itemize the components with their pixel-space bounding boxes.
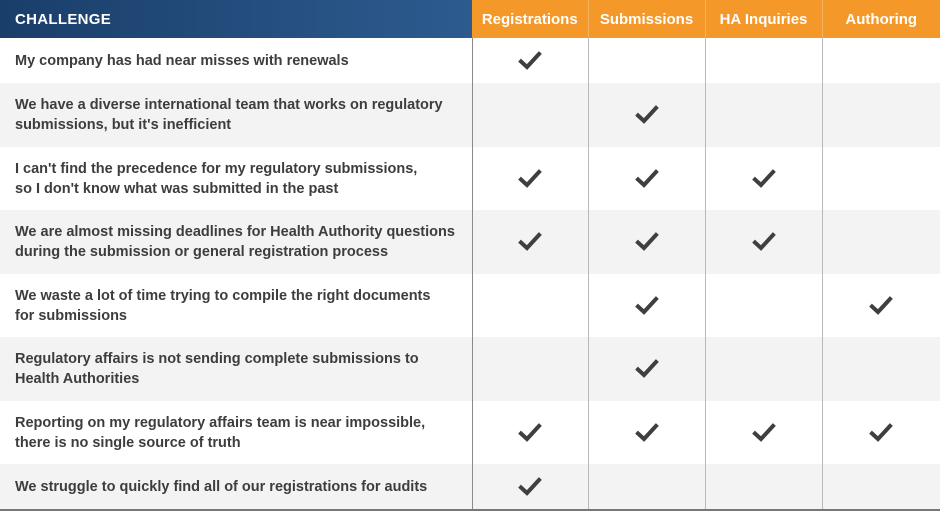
table-body: [0, 38, 940, 509]
mark-cell: [822, 147, 940, 210]
header-row: [0, 0, 940, 38]
checkmark-icon: [635, 359, 659, 379]
mark-cell: [705, 83, 822, 147]
checkmark-icon: [635, 232, 659, 252]
mark-cell: [588, 274, 705, 337]
registrations-column-header: Registrations: [472, 0, 588, 38]
mark-cell: [472, 401, 588, 464]
mark-cell: [705, 147, 822, 210]
checkmark-icon: [869, 296, 893, 316]
mark-cell: [472, 210, 588, 274]
mark-cell: [822, 464, 940, 509]
challenge-text: We waste a lot of time trying to compile the right documents for submissions: [0, 274, 472, 337]
challenge-text: I can't find the precedence for my regulatory submissions, so I don't know what was submitted in the past: [0, 147, 472, 210]
mark-cell: [705, 274, 822, 337]
challenge-text: We struggle to quickly find all of our registrations for audits: [0, 464, 472, 509]
checkmark-icon: [635, 105, 659, 125]
mark-cell: [822, 401, 940, 464]
mark-cell: [472, 147, 588, 210]
checkmark-icon: [635, 423, 659, 443]
submissions-column-header: Submissions: [588, 0, 705, 38]
checkmark-icon: [752, 232, 776, 252]
mark-cell: [822, 83, 940, 147]
mark-cell: [588, 210, 705, 274]
mark-cell: [588, 38, 705, 83]
mark-cell: [822, 337, 940, 401]
challenge-text: We are almost missing deadlines for Health Authority questions during the submission or general registration process: [0, 210, 472, 274]
mark-cell: [705, 38, 822, 83]
table-row: [0, 464, 940, 509]
mark-cell: [705, 464, 822, 509]
mark-cell: [705, 401, 822, 464]
checkmark-icon: [518, 423, 542, 443]
authoring-column-header: Authoring: [822, 0, 940, 38]
checkmark-icon: [635, 169, 659, 189]
challenge-text: My company has had near misses with renewals: [0, 38, 472, 83]
checkmark-icon: [518, 232, 542, 252]
ha-inquiries-column-header: HA Inquiries: [705, 0, 822, 38]
checkmark-icon: [518, 51, 542, 71]
challenge-column-header: CHALLENGE: [0, 0, 472, 38]
checkmark-icon: [752, 423, 776, 443]
table-row: [0, 147, 940, 210]
challenge-text: Regulatory affairs is not sending complete submissions to Health Authorities: [0, 337, 472, 401]
mark-cell: [822, 274, 940, 337]
table-row: [0, 274, 940, 337]
checkmark-icon: [518, 477, 542, 497]
mark-cell: [588, 401, 705, 464]
checkmark-icon: [869, 423, 893, 443]
mark-cell: [472, 274, 588, 337]
challenge-text: Reporting on my regulatory affairs team is near impossible, there is no single source of truth: [0, 401, 472, 464]
table-row: [0, 401, 940, 464]
mark-cell: [472, 464, 588, 509]
mark-cell: [472, 337, 588, 401]
table-row: [0, 38, 940, 83]
checkmark-icon: [752, 169, 776, 189]
mark-cell: [588, 83, 705, 147]
table-row: [0, 210, 940, 274]
table-row: [0, 83, 940, 147]
mark-cell: [588, 464, 705, 509]
mark-cell: [472, 83, 588, 147]
mark-cell: [588, 147, 705, 210]
mark-cell: [705, 210, 822, 274]
mark-cell: [472, 38, 588, 83]
mark-cell: [588, 337, 705, 401]
checkmark-icon: [518, 169, 542, 189]
checkmark-icon: [635, 296, 659, 316]
table-row: [0, 337, 940, 401]
mark-cell: [705, 337, 822, 401]
mark-cell: [822, 38, 940, 83]
challenge-text: We have a diverse international team that works on regulatory submissions, but it's inefficient: [0, 83, 472, 147]
mark-cell: [822, 210, 940, 274]
